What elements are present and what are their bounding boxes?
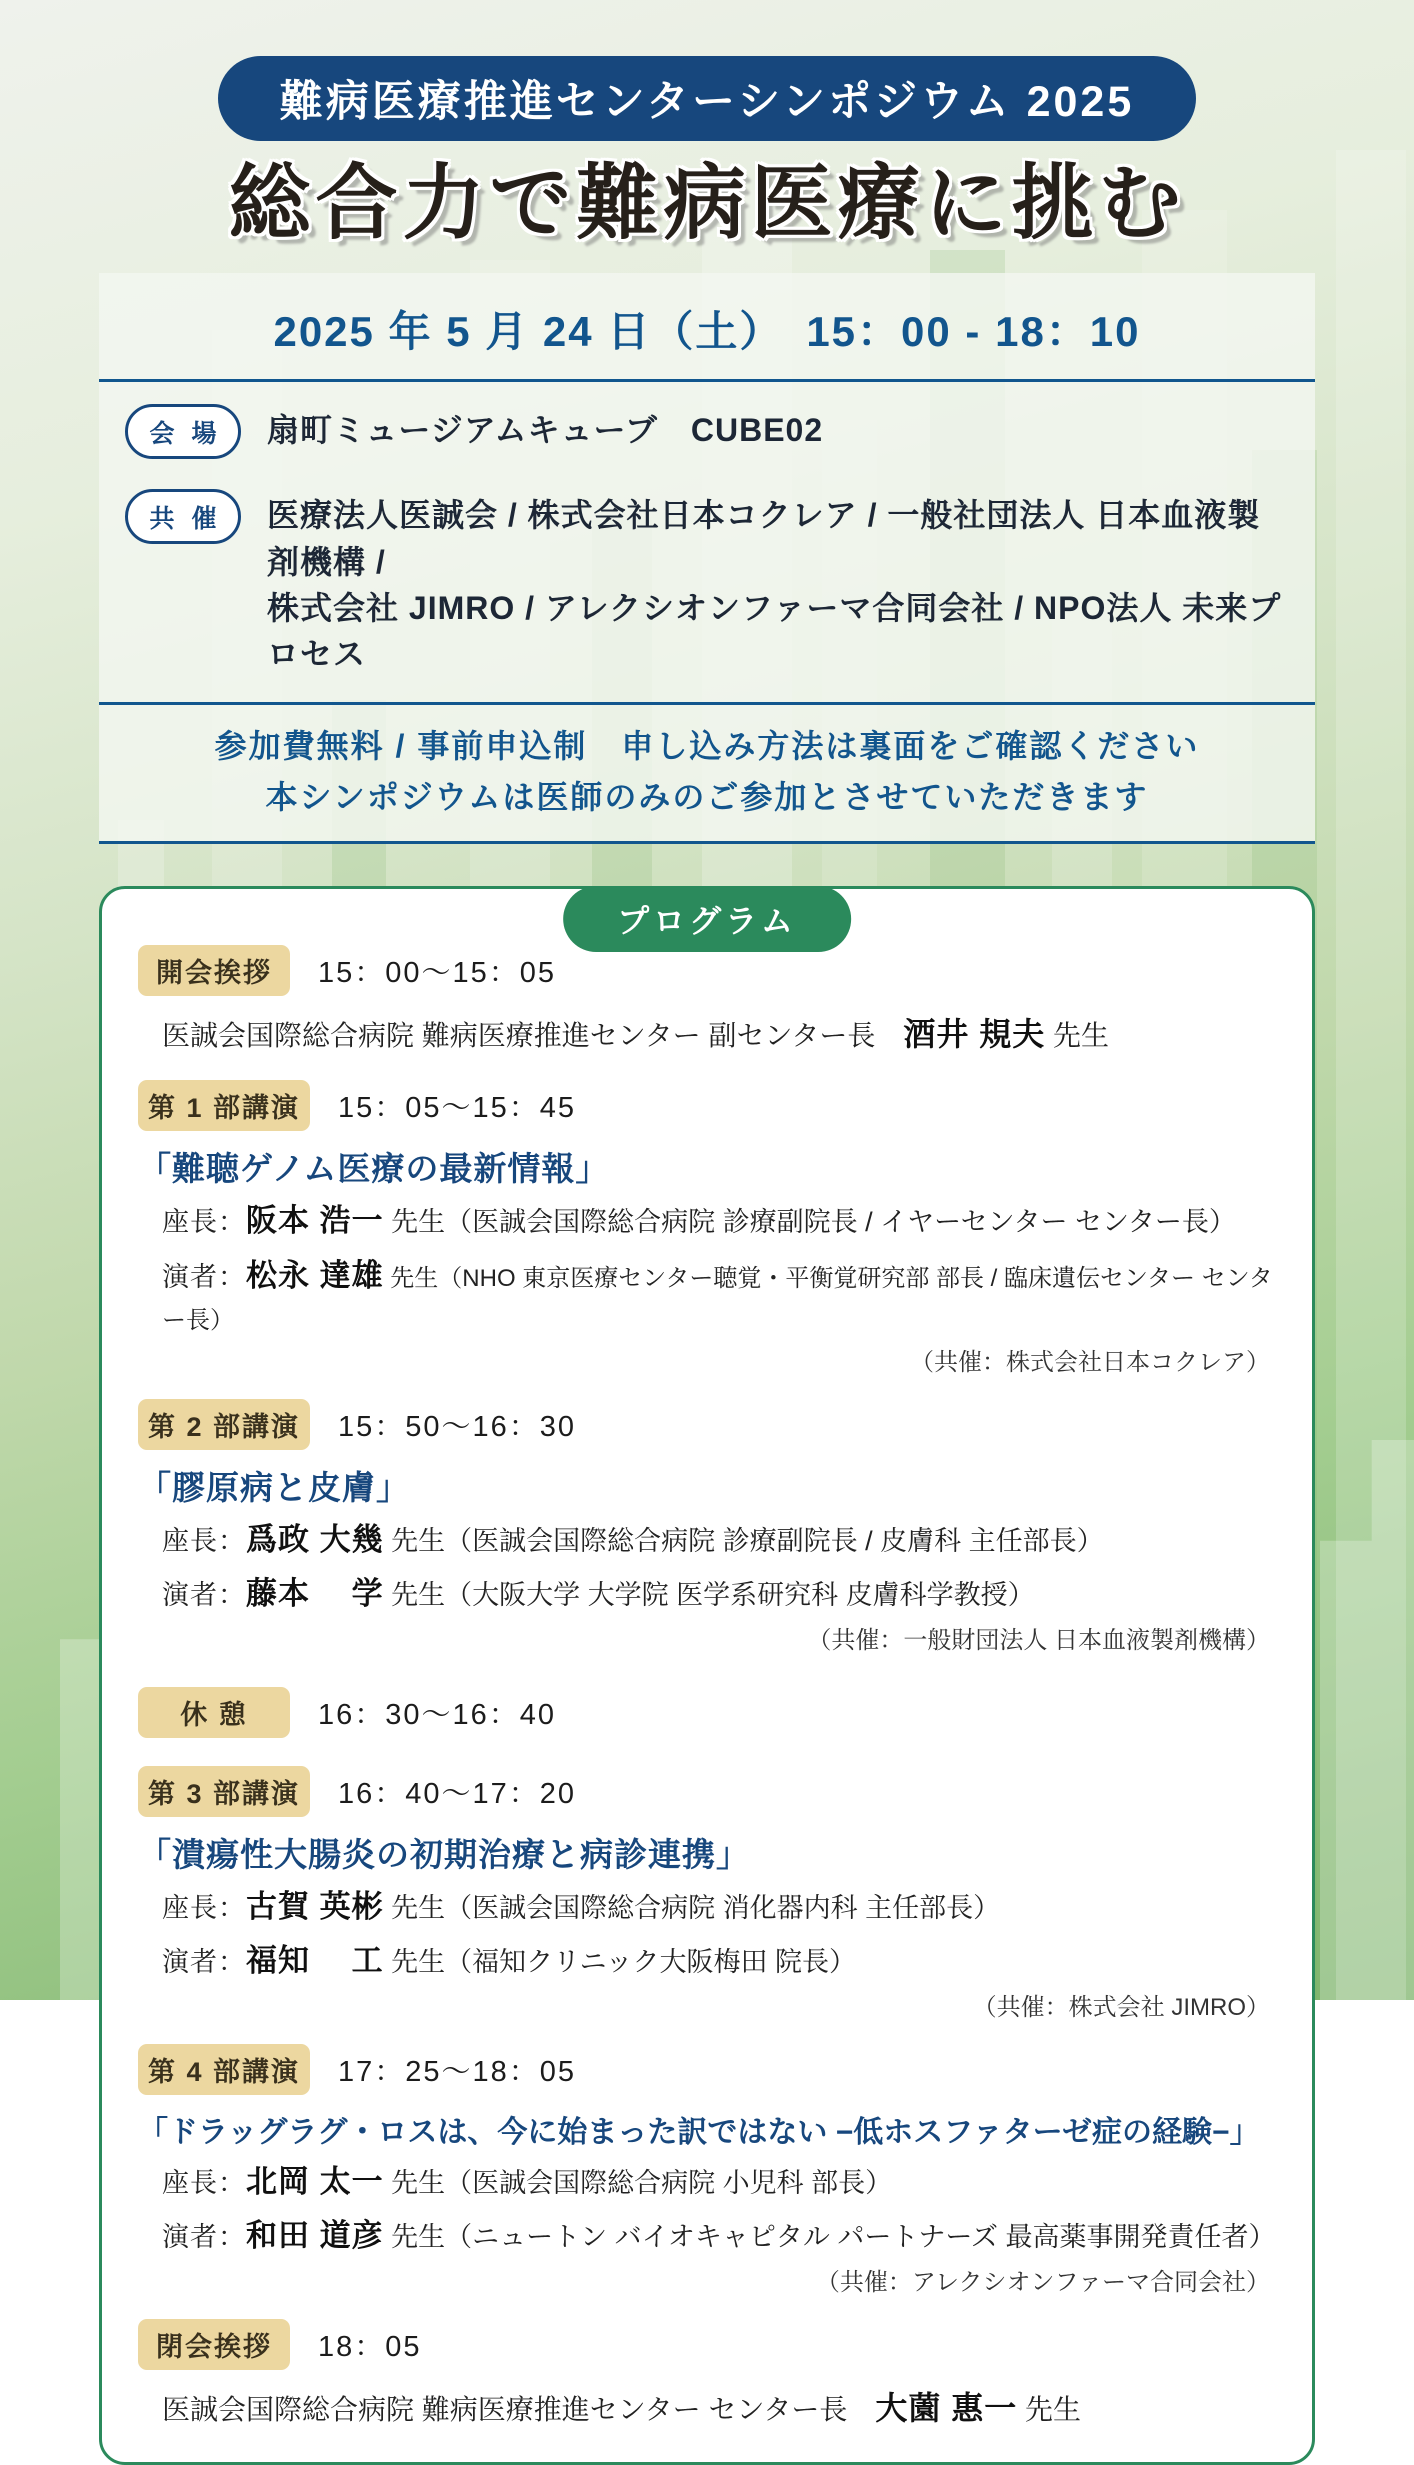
session-header — [138, 2044, 1276, 2095]
session-time: 15：00～15：05 — [318, 957, 557, 990]
session-badge: 休 憩 — [138, 1687, 290, 1738]
main-title: 総合力で難病医療に挑む — [228, 158, 1186, 249]
lecture-title: 「潰瘍性大腸炎の初期治療と病診連携」 — [138, 1835, 750, 1873]
session-header — [138, 1080, 1276, 1131]
program-entry — [138, 1399, 1276, 1655]
program-entry — [138, 945, 1276, 1058]
person-name: 和田 道彦 — [246, 2218, 384, 2254]
cohost-note: （共催：一般財団法人 日本血液製剤機構） — [807, 1626, 1270, 1654]
person-name: 爲政 大幾 — [246, 1521, 384, 1557]
cohost-label-pill: 共 催 — [125, 489, 241, 544]
session-time: 17：25～18：05 — [338, 2055, 577, 2088]
cohost-text — [267, 487, 1289, 678]
person-affiliation: 先生（ニュートン バイオキャピタル パートナーズ 最高薬事開発責任者） — [383, 2222, 1276, 2253]
person-row — [162, 1884, 1276, 1931]
session-header — [138, 2319, 1276, 2370]
divider-line — [99, 841, 1315, 844]
person-row — [162, 1253, 1276, 1340]
session-badge: 開会挨拶 — [138, 945, 290, 996]
speaker-honorific: 先生 — [1017, 2393, 1082, 2425]
cohost-note: （共催：株式会社 JIMRO） — [972, 1993, 1270, 2021]
cohost-line-2: 株式会社 JIMRO / アレクシオンファーマ合同会社 / NPO法人 未来プロセス — [267, 590, 1282, 673]
program-entry — [138, 1687, 1276, 1738]
fee-notice — [99, 705, 1315, 841]
person-name: 藤本 学 — [246, 1576, 384, 1612]
cohost-line-1: 医療法人医誠会 / 株式会社日本コクレア / 一般社団法人 日本血液製剤機構 / — [267, 497, 1261, 580]
session-badge: 第 4 部講演 — [138, 2044, 310, 2095]
person-role: 座長： — [162, 1892, 246, 1923]
person-role: 演者： — [162, 1947, 246, 1978]
person-role: 演者： — [162, 1580, 246, 1611]
program-card — [99, 886, 1315, 2465]
session-time: 16：30～16：40 — [318, 1698, 557, 1731]
session-time: 15：50～16：30 — [338, 1410, 577, 1443]
speaker-title: 医誠会国際総合病院 難病医療推進センター 副センター長 — [162, 1020, 904, 1052]
person-affiliation: 先生（福知クリニック大阪梅田 院長） — [383, 1947, 857, 1978]
person-name: 北岡 太一 — [246, 2163, 384, 2199]
lecture-title: 「難聴ゲノム医療の最新情報」 — [138, 1150, 610, 1188]
speaker-honorific: 先生 — [1045, 1020, 1110, 1052]
lecture-title: 「膠原病と皮膚」 — [138, 1468, 410, 1506]
venue-label-pill: 会 場 — [125, 404, 241, 459]
session-time: 16：40～17：20 — [338, 1777, 577, 1810]
program-list — [138, 945, 1276, 2432]
cohost-note: （共催：アレクシオンファーマ合同会社） — [815, 2268, 1270, 2296]
session-badge: 閉会挨拶 — [138, 2319, 290, 2370]
session-time: 15：05～15：45 — [338, 1092, 577, 1125]
session-time: 18：05 — [318, 2330, 422, 2363]
session-badge: 第 3 部講演 — [138, 1766, 310, 1817]
program-entry — [138, 1080, 1276, 1377]
person-affiliation: 先生（医誠会国際総合病院 消化器内科 主任部長） — [383, 1892, 1001, 1923]
person-role: 演者： — [162, 1261, 246, 1292]
event-datetime: 2025 年 5 月 24 日（土） 15：00 - 18：10 — [273, 308, 1141, 356]
person-affiliation: 先生（NHO 東京医療センター聴覚・平衡覚研究部 部長 / 臨床遺伝センター センター長） — [162, 1264, 1273, 1335]
program-entry — [138, 2319, 1276, 2432]
session-header — [138, 1766, 1276, 1817]
session-badge: 第 1 部講演 — [138, 1080, 310, 1131]
program-section — [99, 886, 1315, 2465]
person-name: 福知 工 — [246, 1943, 384, 1979]
person-row — [162, 1938, 1276, 1985]
session-header — [138, 1399, 1276, 1450]
program-entry — [138, 1766, 1276, 2022]
program-entry — [138, 2044, 1276, 2297]
program-heading-pill: プログラム — [563, 886, 851, 952]
cohost-note: （共催：株式会社日本コクレア） — [910, 1348, 1270, 1376]
speaker-line — [162, 1010, 1276, 1058]
speaker-name: 大薗 惠一 — [875, 2389, 1018, 2426]
fee-line-1: 参加費無料 / 事前申込制 申し込み方法は裏面をご確認ください — [214, 727, 1200, 764]
person-row — [162, 1198, 1276, 1245]
fee-line-2: 本シンポジウムは医師のみのご参加とさせていただきます — [265, 779, 1149, 816]
person-affiliation: 先生（医誠会国際総合病院 診療副院長 / 皮膚科 主任部長） — [383, 1525, 1104, 1556]
venue-text: 扇町ミュージアムキューブ CUBE02 — [267, 412, 824, 449]
speaker-name: 酒井 規夫 — [903, 1016, 1046, 1053]
person-name: 阪本 浩一 — [246, 1203, 384, 1239]
person-row — [162, 2213, 1276, 2260]
person-role: 演者： — [162, 2222, 246, 2253]
person-row — [162, 1571, 1276, 1618]
person-name: 松永 達雄 — [246, 1257, 384, 1293]
person-role: 座長： — [162, 1525, 246, 1556]
person-name: 古賀 英彬 — [246, 1888, 384, 1924]
person-row — [162, 1517, 1276, 1564]
speaker-title: 医誠会国際総合病院 難病医療推進センター センター長 — [162, 2393, 876, 2425]
symposium-banner: 難病医療推進センターシンポジウム 2025 — [218, 56, 1197, 141]
person-row — [162, 2159, 1276, 2206]
lecture-title: 「ドラッグラグ・ロスは、今に始まった訳ではない −低ホスファターゼ症の経験−」 — [138, 2115, 1260, 2149]
session-header — [138, 945, 1276, 996]
person-role: 座長： — [162, 2167, 246, 2198]
person-affiliation: 先生（医誠会国際総合病院 小児科 部長） — [383, 2167, 893, 2198]
person-role: 座長： — [162, 1207, 246, 1238]
session-badge: 第 2 部講演 — [138, 1399, 310, 1450]
speaker-line — [162, 2384, 1276, 2432]
session-header — [138, 1687, 1276, 1738]
venue-row — [99, 382, 1315, 467]
person-affiliation: 先生（大阪大学 大学院 医学系研究科 皮膚科学教授） — [383, 1580, 1035, 1611]
person-affiliation: 先生（医誠会国際総合病院 診療副院長 / イヤーセンター センター長） — [383, 1207, 1236, 1238]
flyer-page — [0, 56, 1414, 2426]
cohost-row — [99, 467, 1315, 702]
event-info-panel — [99, 273, 1315, 844]
